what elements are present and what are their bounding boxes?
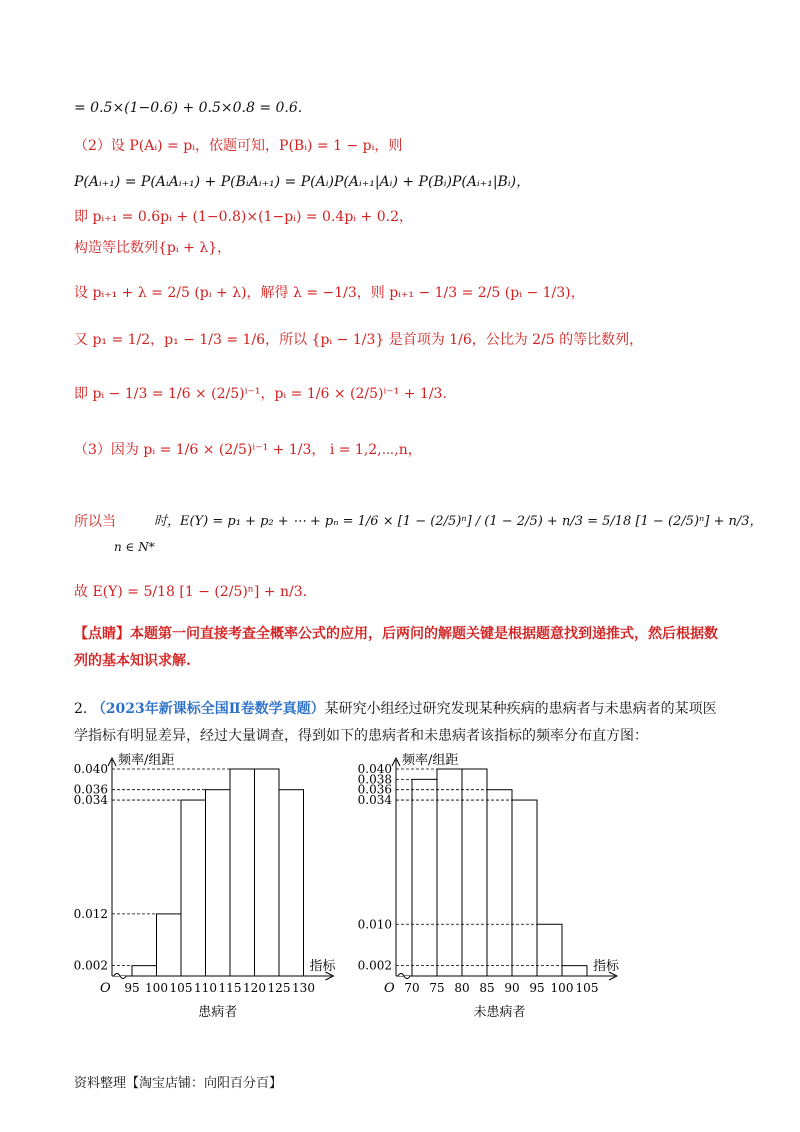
y-tick-label: 0.002 [73, 958, 108, 973]
x-tick-label: 85 [479, 981, 495, 995]
x-tick-label: 110 [194, 981, 217, 995]
histogram-bar [181, 800, 206, 976]
y-tick-label: 0.010 [357, 917, 392, 932]
y-tick-label: 0.038 [357, 772, 392, 787]
y-tick-label: 0.034 [357, 793, 392, 808]
x-tick-label: 95 [529, 981, 545, 995]
x-tick-label: 100 [145, 981, 168, 995]
axis-break [114, 974, 126, 979]
solution-part2-equation: P(Aᵢ₊₁) = P(AᵢAᵢ₊₁) + P(BᵢAᵢ₊₁) = P(Aᵢ)P(Aᵢ₊₁|Aᵢ) + P(Bᵢ)P(Aᵢ₊₁|Bᵢ)， [74, 174, 531, 190]
x-tick-label: 105 [575, 981, 599, 995]
problem2-text1: 某研究小组经过研究发现某种疾病的患病者与未患病者的某项医 [324, 701, 717, 717]
histogram-patients [70, 746, 336, 1026]
solution-part2-head: （2）设 P(Aᵢ) = pᵢ，依题可知，P(Bᵢ) = 1 − pᵢ，则 [74, 138, 403, 154]
solution-part3-equation: 时，E(Y) = p₁ + p₂ + ⋯ + pₙ = 1/6 × [1 − (2/5)ⁿ] / (1 − 2/5) + n/3 = 5/18 [1 − (2/5)ⁿ] + n/3， [154, 514, 763, 529]
solution-part2-you: 又 p₁ = 1/2，p₁ − 1/3 = 1/6，所以 {pᵢ − 1/3} 是首项为 1/6，公比为 2/5 的等比数列， [74, 332, 644, 348]
y-tick-label: 0.036 [73, 782, 108, 797]
x-tick-label: 90 [504, 981, 520, 995]
chart-title: 患病者 [198, 1005, 238, 1020]
y-tick-label: 0.012 [73, 906, 108, 921]
solution-part3-n: n ∈ N* [114, 540, 155, 554]
histogram-bar [157, 914, 182, 976]
histogram-bar [206, 790, 231, 976]
solution-part2-ji: 即 pᵢ₊₁ = 0.6pᵢ + (1−0.8)×(1−pᵢ) = 0.4pᵢ + 0.2， [74, 209, 414, 225]
y-tick-label: 0.040 [357, 762, 392, 776]
histogram-bar [230, 769, 255, 976]
x-tick-label: 70 [404, 981, 420, 995]
problem2-line2: 学指标有明显差异，经过大量调查，得到如下的患病者和未患病者该指标的频率分布直方图： [74, 728, 648, 744]
solution-part3-suoyi: 所以当 [74, 514, 116, 530]
comment-label: 【点睛】 [74, 626, 130, 642]
x-axis-label: 指标 [309, 959, 336, 974]
solution-line-0: = 0.5×(1−0.6) + 0.5×0.8 = 0.6. [74, 100, 303, 116]
histogram-bar [412, 779, 437, 976]
comment-text: 本题第一问直接考查全概率公式的应用，后两问的解题关键是根据题意找到递推式，然后根据数 [130, 626, 718, 642]
x-tick-label: 80 [454, 981, 470, 995]
y-axis-label: 频率/组距 [402, 753, 459, 768]
x-tick-label: 120 [243, 981, 266, 995]
x-tick-label: 95 [124, 981, 140, 995]
y-axis-label: 频率/组距 [118, 753, 175, 768]
histogram-bar [512, 800, 537, 976]
x-tick-label: 130 [292, 981, 315, 995]
chart-title: 未患病者 [473, 1005, 526, 1020]
problem2-line1 [74, 699, 717, 719]
solution-part2-gouzao: 构造等比数列{pᵢ + λ}， [74, 240, 232, 256]
footer: 资料整理【淘宝店铺：向阳百分百】 [74, 1076, 283, 1091]
y-tick-label: 0.040 [73, 762, 108, 776]
origin-label: O [100, 981, 111, 996]
y-tick-label: 0.036 [357, 782, 392, 797]
solution-part3-gu: 故 E(Y) = 5/18 [1 − (2/5)ⁿ] + n/3. [74, 584, 308, 600]
histogram-bar [255, 769, 280, 976]
x-tick-label: 115 [218, 981, 242, 995]
origin-label: O [384, 981, 395, 996]
histogram-bar [537, 924, 562, 976]
axis-break [398, 974, 410, 979]
histogram-bar [132, 966, 157, 976]
comment-text-2: 列的基本知识求解. [74, 653, 191, 669]
solution-part2-ji2: 即 pᵢ − 1/3 = 1/6 × (2/5)ⁱ⁻¹，pᵢ = 1/6 × (2/5)ⁱ⁻¹ + 1/3. [74, 386, 447, 402]
histogram-non-patients [350, 746, 630, 1026]
problem2-number: 2. [74, 701, 88, 717]
comment [74, 624, 718, 644]
histogram-bar [487, 790, 512, 976]
problem2-source: （2023年新课标全国Ⅱ卷数学真题） [91, 701, 325, 717]
x-tick-label: 100 [550, 981, 574, 995]
y-tick-label: 0.034 [73, 793, 108, 808]
histogram-bar [279, 790, 304, 976]
x-axis-label: 指标 [593, 959, 620, 974]
x-tick-label: 105 [169, 981, 193, 995]
x-tick-label: 75 [429, 981, 445, 995]
histogram-bar [562, 966, 587, 976]
y-tick-label: 0.002 [357, 958, 392, 973]
solution-part3-head: （3）因为 pᵢ = 1/6 × (2/5)ⁱ⁻¹ + 1/3， i = 1,2,⋯,n， [74, 442, 422, 458]
solution-part2-she: 设 pᵢ₊₁ + λ = 2/5 (pᵢ + λ)，解得 λ = −1/3，则 pᵢ₊₁ − 1/3 = 2/5 (pᵢ − 1/3)， [74, 285, 585, 301]
x-tick-label: 125 [267, 981, 291, 995]
